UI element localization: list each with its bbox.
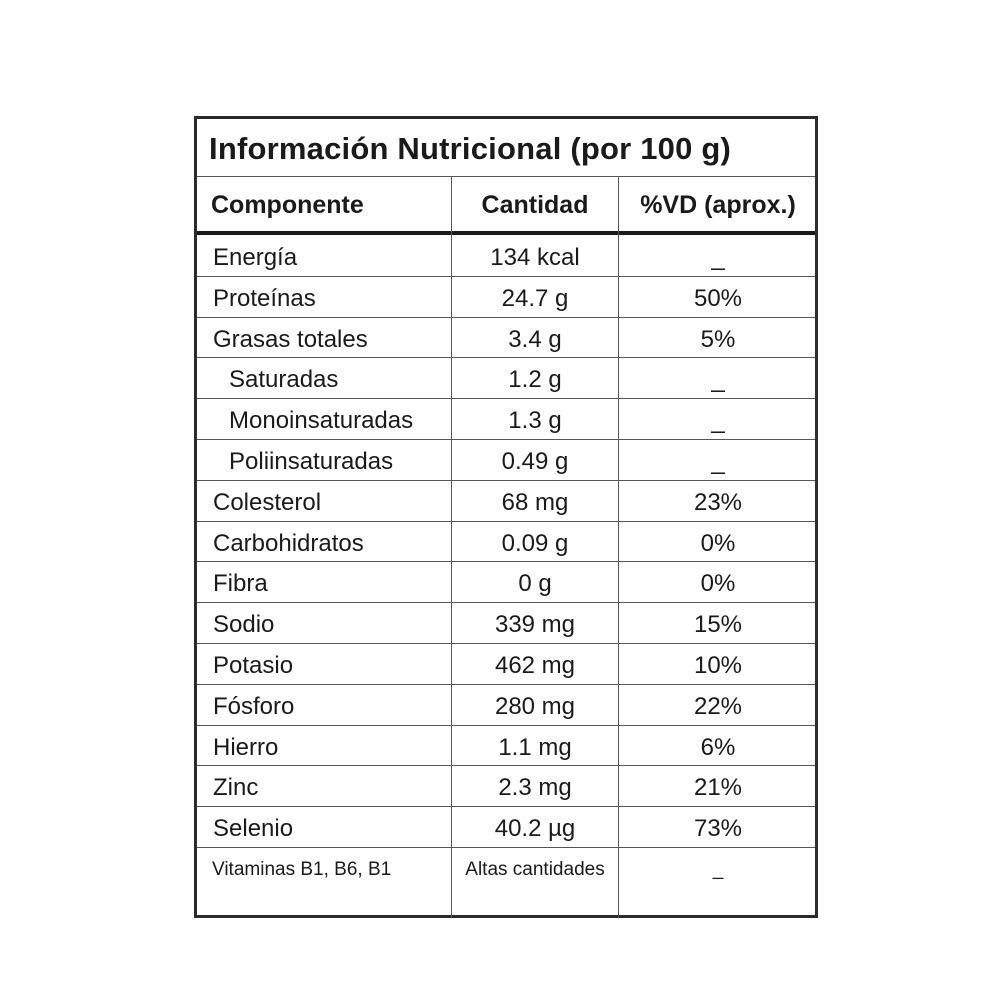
table-row — [197, 399, 815, 440]
nutrient-name: Fibra — [213, 570, 268, 598]
table-title: Información Nutricional (por 100 g) — [209, 131, 731, 166]
nutrient-name: Saturadas — [229, 366, 339, 394]
nutrient-amount: 1.2 g — [508, 366, 562, 394]
table-row — [197, 236, 815, 277]
nutrient-daily-value: 5% — [700, 325, 736, 353]
nutrient-daily-value: _ — [711, 366, 725, 394]
nutrient-amount: 68 mg — [501, 488, 569, 516]
nutrient-amount: 40.2 µg — [494, 815, 576, 843]
nutrient-daily-value: 73% — [693, 815, 743, 843]
divider — [197, 176, 815, 177]
nutrient-amount: 24.7 g — [501, 284, 569, 312]
nutrient-amount: 2.3 mg — [498, 774, 572, 802]
table-row — [197, 766, 815, 807]
nutrient-name: Zinc — [213, 774, 259, 802]
nutrient-name: Fósforo — [213, 692, 295, 720]
table-row — [197, 562, 815, 603]
table-row — [197, 277, 815, 318]
nutrient-name: Vitaminas B1, B6, B1 — [212, 859, 392, 880]
table-row — [197, 522, 815, 563]
table-row — [197, 726, 815, 767]
nutrient-name: Grasas totales — [213, 325, 368, 353]
nutrient-daily-value: _ — [711, 407, 725, 435]
header-component: Componente — [211, 191, 364, 219]
nutrient-name: Hierro — [213, 733, 279, 761]
nutrient-amount: 134 kcal — [490, 244, 580, 271]
nutrient-daily-value: _ — [712, 859, 724, 880]
nutrient-name: Potasio — [213, 652, 294, 679]
nutrient-daily-value: 6% — [700, 733, 736, 761]
table-header-row — [197, 179, 815, 231]
nutrient-amount: 0.49 g — [501, 448, 569, 475]
table-row — [197, 848, 815, 894]
table-row — [197, 358, 815, 399]
nutrient-name: Proteínas — [213, 284, 316, 312]
nutrient-amount: 280 mg — [494, 692, 576, 720]
table-row — [197, 440, 815, 481]
nutrient-name: Sodio — [213, 611, 275, 639]
nutrient-daily-value: _ — [711, 244, 725, 271]
table-row — [197, 685, 815, 726]
table-row — [197, 644, 815, 685]
nutrient-amount: 3.4 g — [508, 325, 562, 353]
nutrient-name: Carbohidratos — [213, 529, 364, 557]
nutrient-amount: 0 g — [518, 570, 552, 598]
nutrient-amount: 1.3 g — [508, 407, 562, 435]
header-divider — [197, 231, 815, 235]
nutrient-daily-value: 50% — [693, 284, 743, 312]
nutrient-amount: 462 mg — [494, 652, 576, 679]
nutrient-daily-value: 0% — [700, 529, 736, 557]
nutrient-name: Monoinsaturadas — [229, 407, 414, 435]
nutrient-amount: 1.1 mg — [498, 733, 572, 761]
nutrient-daily-value: 15% — [693, 611, 743, 639]
header-daily-value: %VD (aprox.) — [640, 191, 796, 219]
nutrient-amount: 0.09 g — [501, 529, 569, 557]
nutrient-name: Selenio — [213, 815, 294, 843]
nutrient-daily-value: 21% — [693, 774, 743, 802]
nutrition-facts-table — [194, 116, 818, 918]
nutrient-name: Poliinsaturadas — [229, 448, 394, 475]
header-amount: Cantidad — [481, 191, 589, 219]
nutrient-daily-value: 10% — [693, 652, 743, 679]
nutrient-daily-value: _ — [711, 448, 725, 475]
nutrient-daily-value: 0% — [700, 570, 736, 598]
table-row — [197, 318, 815, 359]
table-row — [197, 481, 815, 522]
table-row — [197, 603, 815, 644]
nutrient-amount: Altas cantidades — [465, 859, 605, 880]
nutrient-amount: 339 mg — [494, 611, 576, 639]
table-row — [197, 807, 815, 848]
nutrient-daily-value: 23% — [693, 488, 743, 516]
nutrient-name: Colesterol — [213, 488, 322, 516]
nutrient-daily-value: 22% — [693, 692, 743, 720]
nutrient-name: Energía — [213, 244, 298, 271]
